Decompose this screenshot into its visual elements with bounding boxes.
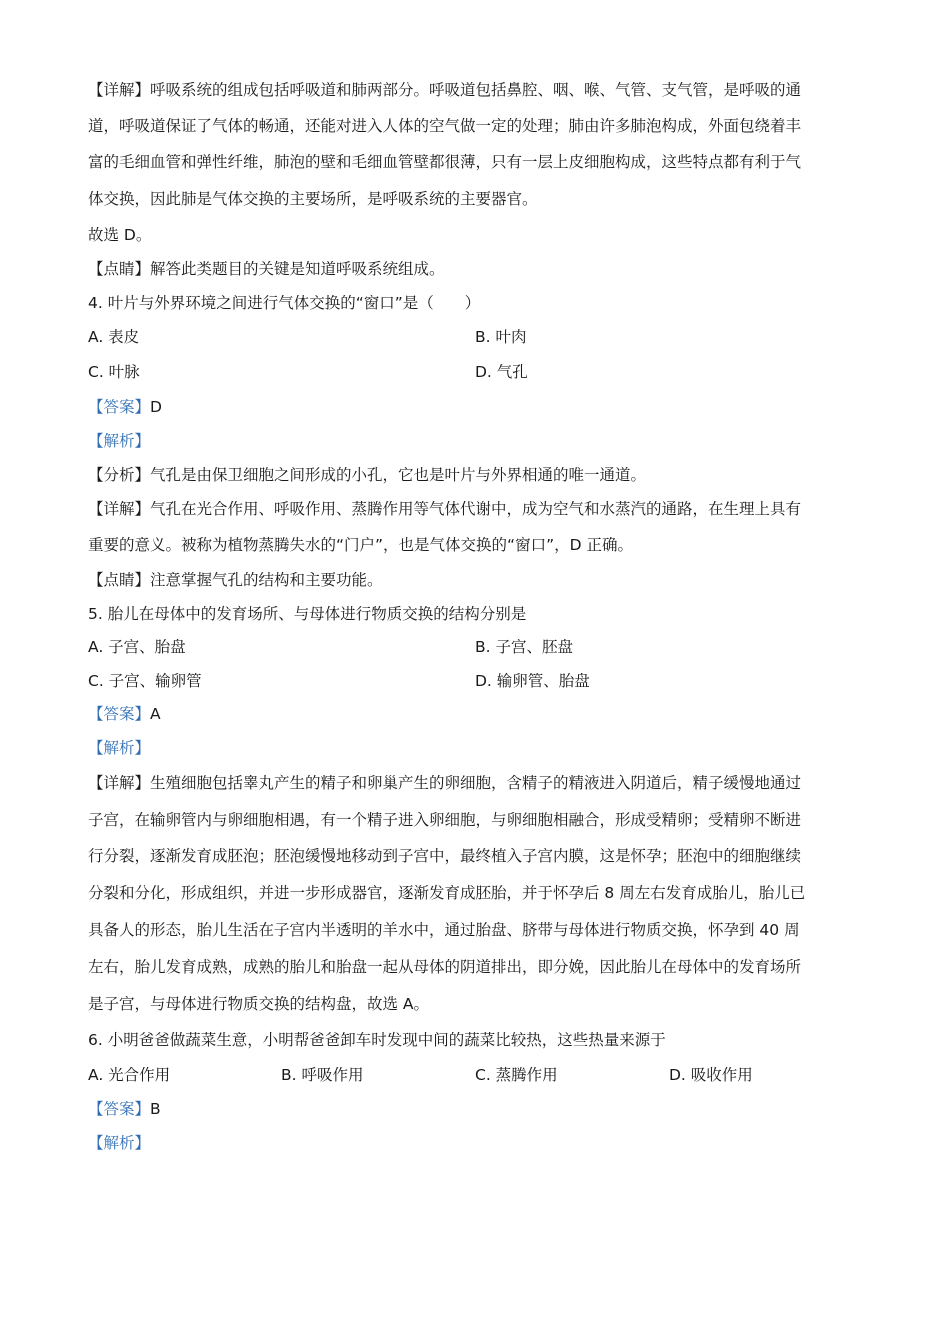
q4-detail-line-2: 重要的意义。被称为植物蒸腾失水的“门户”，也是气体交换的“窗口”，D 正确。 — [88, 536, 633, 554]
q4-note-line: 【点睛】注意掌握气孔的结构和主要功能。 — [88, 571, 383, 589]
q5-option-d: D. 输卵管、胎盘 — [475, 672, 590, 690]
q4-analysis-tag: 【解析】 — [88, 432, 151, 450]
q6-option-d: D. 吸收作用 — [669, 1066, 753, 1084]
q3-detail-line-4: 体交换，因此肺是气体交换的主要场所，是呼吸系统的主要器官。 — [88, 190, 538, 208]
q5-answer-value: A — [150, 705, 161, 723]
q5-option-a: A. 子宫、胎盘 — [88, 638, 186, 656]
q4-detail-line-1: 【详解】气孔在光合作用、呼吸作用、蒸腾作用等气体代谢中，成为空气和水蒸汽的通路，在生理上具有 — [88, 500, 802, 518]
q6-option-a: A. 光合作用 — [88, 1066, 171, 1084]
q5-analysis-tag: 【解析】 — [88, 739, 151, 757]
q5-detail-line-6: 左右，胎儿发育成熟，成熟的胎儿和胎盘一起从母体的阴道排出，即分娩，因此胎儿在母体中的发育场所 — [88, 958, 802, 976]
q5-detail-line-5: 具备人的形态，胎儿生活在子宫内半透明的羊水中，通过胎盘、脐带与母体进行物质交换，怀孕到 40 周 — [88, 921, 800, 939]
q4-question: 4. 叶片与外界环境之间进行气体交换的“窗口”是（ ） — [88, 294, 481, 312]
q6-answer-tag: 【答案】 — [88, 1100, 151, 1118]
q4-option-a: A. 表皮 — [88, 328, 140, 346]
q3-choice-line: 故选 D。 — [88, 226, 152, 244]
q6-answer-line — [88, 1099, 161, 1119]
q4-answer-value: D — [150, 398, 162, 416]
q4-option-d: D. 气孔 — [475, 363, 528, 381]
q4-option-b: B. 叶肉 — [475, 328, 527, 346]
q3-note-line: 【点睛】解答此类题目的关键是知道呼吸系统组成。 — [88, 260, 445, 278]
q3-detail-line-3: 富的毛细血管和弹性纤维，肺泡的壁和毛细血管壁都很薄，只有一层上皮细胞构成，这些特点都有利于气 — [88, 153, 802, 171]
q5-detail-line-4: 分裂和分化，形成组织，并进一步形成器官，逐渐发育成胚胎，并于怀孕后 8 周左右发育成胎儿，胎儿已 — [88, 884, 806, 902]
q6-option-c: C. 蒸腾作用 — [475, 1066, 558, 1084]
q5-question: 5. 胎儿在母体中的发育场所、与母体进行物质交换的结构分别是 — [88, 605, 527, 623]
q5-option-c: C. 子宫、输卵管 — [88, 672, 202, 690]
q5-answer-line — [88, 704, 161, 724]
q6-analysis-tag: 【解析】 — [88, 1134, 151, 1152]
q5-answer-tag: 【答案】 — [88, 705, 151, 723]
q5-option-b: B. 子宫、胚盘 — [475, 638, 573, 656]
q6-option-b: B. 呼吸作用 — [281, 1066, 364, 1084]
q4-analysis-line: 【分析】气孔是由保卫细胞之间形成的小孔，它也是叶片与外界相通的唯一通道。 — [88, 466, 647, 484]
q4-answer-tag: 【答案】 — [88, 398, 151, 416]
q5-detail-line-3: 行分裂，逐渐发育成胚泡；胚泡缓慢地移动到子宫中，最终植入子宫内膜，这是怀孕；胚泡中的细胞继续 — [88, 847, 802, 865]
q4-answer-line — [88, 397, 162, 417]
q6-answer-value: B — [150, 1100, 161, 1118]
q5-detail-line-7: 是子宫，与母体进行物质交换的结构盘，故选 A。 — [88, 995, 430, 1013]
q5-detail-line-2: 子宫，在输卵管内与卵细胞相遇，有一个精子进入卵细胞，与卵细胞相融合，形成受精卵；受精卵不断进 — [88, 811, 802, 829]
q4-option-c: C. 叶脉 — [88, 363, 140, 381]
q3-detail-line-1: 【详解】呼吸系统的组成包括呼吸道和肺两部分。呼吸道包括鼻腔、咽、喉、气管、支气管，是呼吸的通 — [88, 81, 802, 99]
q6-question: 6. 小明爸爸做蔬菜生意，小明帮爸爸卸车时发现中间的蔬菜比较热，这些热量来源于 — [88, 1031, 666, 1049]
q5-detail-line-1: 【详解】生殖细胞包括睾丸产生的精子和卵巢产生的卵细胞，含精子的精液进入阴道后，精子缓慢地通过 — [88, 774, 802, 792]
q3-detail-line-2: 道，呼吸道保证了气体的畅通，还能对进入人体的空气做一定的处理；肺由许多肺泡构成，外面包绕着丰 — [88, 117, 802, 135]
